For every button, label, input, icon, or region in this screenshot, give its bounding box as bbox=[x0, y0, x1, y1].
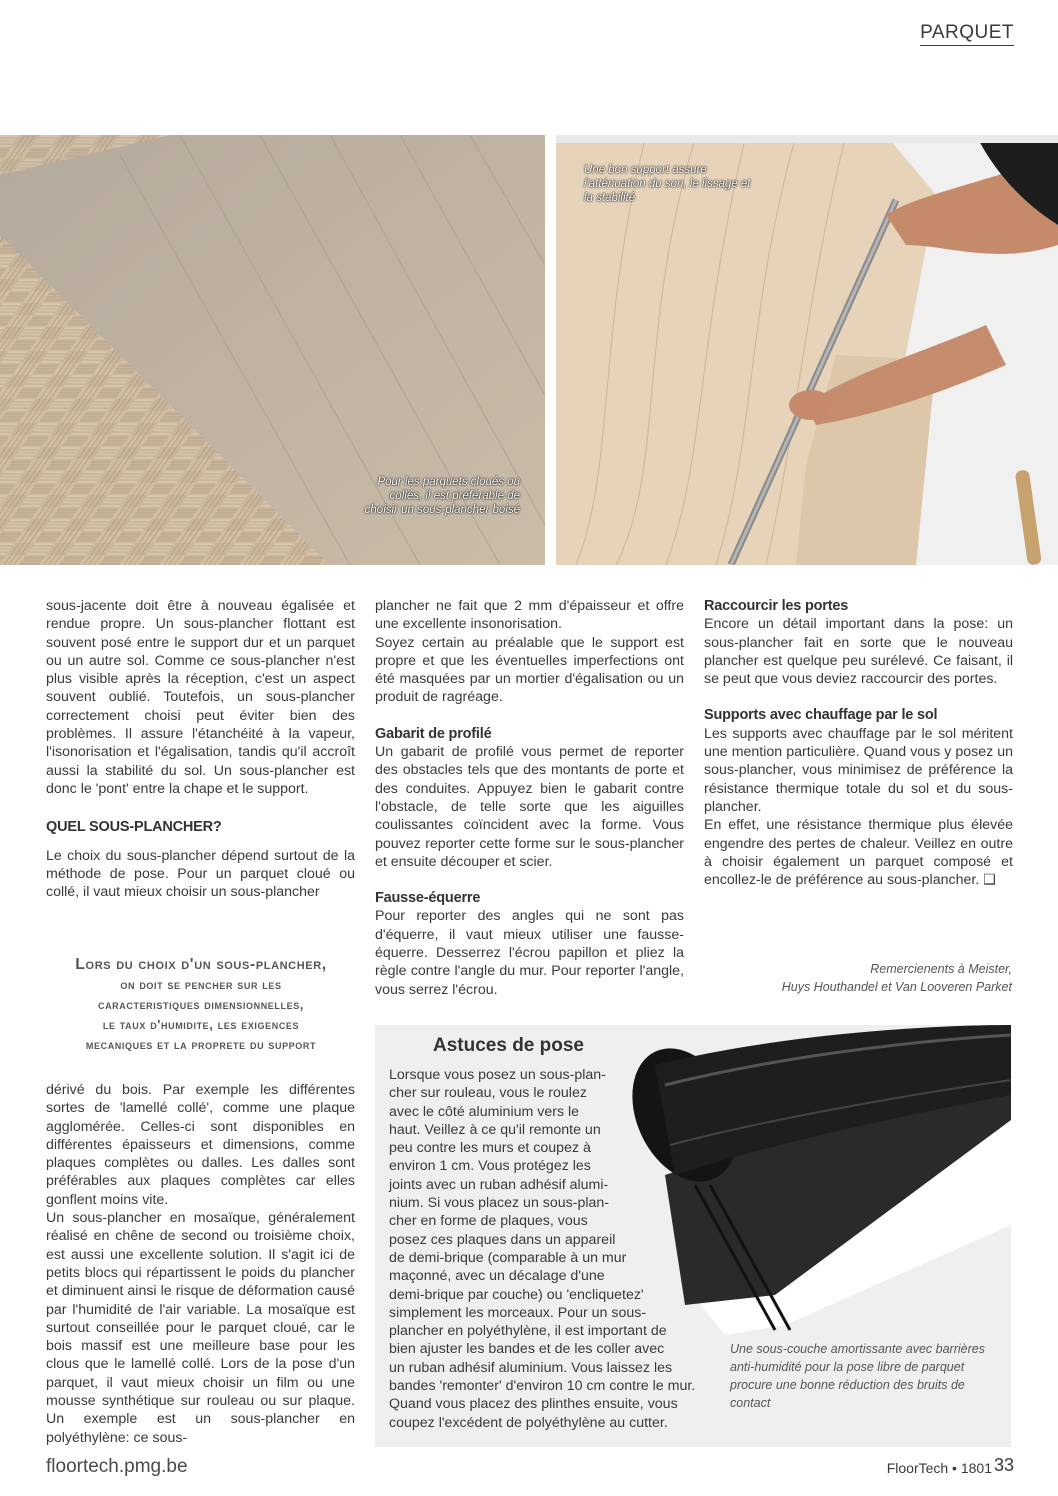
parquet-floor-photo bbox=[0, 135, 545, 565]
roll-photo-caption: Une sous-couche amortissante avec barrières anti-humidité pour la pose libre de parquet procure une bonne réduction des bruits de contact bbox=[730, 1342, 985, 1410]
magazine-issue: FloorTech • 1801 bbox=[886, 1460, 992, 1476]
col1-paragraph-2: Le choix du sous-plancher dépend surtout de la méthode de pose. Pour un parquet cloué ou collé, il vaut mieux choisir un sous-plancher bbox=[46, 847, 355, 901]
col2-paragraph-4: Pour reporter des angles qui ne sont pas d'équerre, il vaut mieux utiliser une fausse-équerre. Desserrez l'écrou papillon et pliez la règle contre l'angle du mur. Pour reporter l'angle, vous serrez l'écrou. bbox=[375, 908, 684, 998]
col1-paragraph-4: Un sous-plancher en mosaïque, généralement réalisé en chêne de second ou troisième choix, est aussi une excellente solution. Il s'agit ici de petits blocs qui répartissent le poids du plancher et diminuent ainsi le risque de déformation causé par l'humidité de l'air variable. La mosaïque est surtout conseillée pour le parquet cloué, car le bois massif est une meilleure base pour les clous que le lamellé collé. Lors de la pose d'un parquet, il vaut mieux choisir un film ou une mousse synthétique sur rouleau ou sur plaque. Un exemple est un sous-plancher en polyéthylène: ce sous- bbox=[46, 1210, 355, 1446]
tips-title: Astuces de pose bbox=[433, 1035, 584, 1056]
col2-paragraph-3: Un gabarit de profilé vous permet de reporter des obstacles tels que des montants de porte et des conduites. Appuyez bien le gabarit contre l'obstacle, de telle sorte que les aiguilles coulissantes coïncident avec la forme. Vous pouvez reporter cette forme sur le sous-plancher et ensuite découper et scier. bbox=[375, 744, 684, 870]
col1-paragraph-3: dérivé du bois. Par exemple les différentes sortes de 'lamellé collé', comme une plaque agglomérée. Celles-ci sont disponibles en différentes épaisseurs et dimensions, comme plaques complètes ou dalles. Les dalles sont préférables aux plaques complètes car elles gonflent moins vite. bbox=[46, 1082, 355, 1208]
col3-paragraph-1: Encore un détail important dans la pose: un sous-plancher fait en sorte que le nouveau plancher est quelque peu surélevé. Ce faisant, il se peut que vous deviez raccourcir des portes. bbox=[704, 616, 1013, 688]
col1-heading: QUEL SOUS-PLANCHER? bbox=[46, 819, 222, 836]
column-2 bbox=[375, 597, 684, 999]
column-1-bottom bbox=[46, 1081, 355, 1447]
col3-heading-2: Supports avec chauffage par le sol bbox=[704, 707, 938, 724]
right-photo-caption: Une bon support assure l'atténuation du son, le lissage et la stabilité bbox=[584, 164, 751, 204]
col2-paragraph-1: plancher ne fait que 2 mm d'épaisseur et offre une excellente insonorisation. bbox=[375, 598, 684, 633]
column-3 bbox=[704, 597, 1013, 889]
pull-quote: Lors du choix d'un sous-plancher, on doit se pencher sur les caracteristiques dimensionnelles, le taux d'humidite, les exigences mecaniques et la proprete du support bbox=[75, 956, 327, 1052]
column-1-top bbox=[46, 597, 355, 901]
col2-heading-1: Gabarit de profilé bbox=[375, 725, 492, 742]
col3-heading-1: Raccourcir les portes bbox=[704, 598, 849, 614]
col1-paragraph-1: sous-jacente doit être à nouveau égalisée et rendue propre. Un sous-plancher flottant est souvent posé entre le support dur et un parquet ou un autre sol. Comme ce sous-plancher n'est plus visible après la réception, c'est un aspect souvent oublié. Toutefois, un sous-plancher correctement choisi peut éviter bien des problèmes. Il assure l'étanchéité à la vapeur, l'isonorisation et l'égalisation, tandis qu'il accroît aussi la stabilité du sol. Un sous-plancher est donc le 'pont' entre la chape et le support. bbox=[46, 598, 355, 797]
page-number: 33 bbox=[993, 1455, 1014, 1475]
footer-url[interactable]: floortech.pmg.be bbox=[46, 1456, 188, 1477]
col3-paragraph-2: Les supports avec chauffage par le sol méritent une mention particulière. Quand vous y posez un sous-plancher, vous minimisez de préférence la résistance thermique totale du sol et du sous-plancher. bbox=[704, 725, 1013, 815]
col2-paragraph-2: Soyez certain au préalable que le support est propre et que les éventuelles imperfections ont été masquées par un mortier d'égalisation ou un produit de ragréage. bbox=[375, 634, 684, 706]
installer-photo bbox=[556, 135, 1058, 565]
tips-text: Lorsque vous posez un sous-plan- cher sur rouleau, vous le roulez avec le côté aluminium vers le haut. Veillez à ce qu'il remonte un peu contre les murs et coupez à environ 1 cm. Vous protégez les joints avec un ruban adhésif alumi- nium. Si vous placez un sous-plan- cher en forme de plaques, vous posez ces plaques dans un appareil de demi-brique (comparable à un mur maçonné, avec un décalage d'une demi-brique par couche) ou 'encliquetez' simplement les morceaux. Pour un sous- plancher en polyéthylène, il est important de bien ajuster les bandes et de les coller avec un ruban adhésif aluminium. Vous laissez les bandes 'remonter' d'environ 10 cm contre le mur. Quand vous placez des plinthes ensuite, vous coupez l'excédent de polyéthylène au cutter. bbox=[389, 1067, 696, 1431]
left-photo-caption: Pour les parquets cloués ou collés, il est préférable de choisir un sous-plancher boisé bbox=[364, 476, 520, 516]
acknowledgements: Remercienents à Meister, Huys Houthandel et Van Looveren Parket bbox=[781, 962, 1012, 994]
col3-paragraph-3: En effet, une résistance thermique plus élevée engendre des pertes de chaleur. Veillez en outre à choisir également un parquet composé et encollez-le de préférence au sous-plancher. ❑ bbox=[704, 817, 1013, 889]
section-label: PARQUET bbox=[920, 22, 1014, 46]
col2-heading-2: Fausse-équerre bbox=[375, 890, 481, 907]
